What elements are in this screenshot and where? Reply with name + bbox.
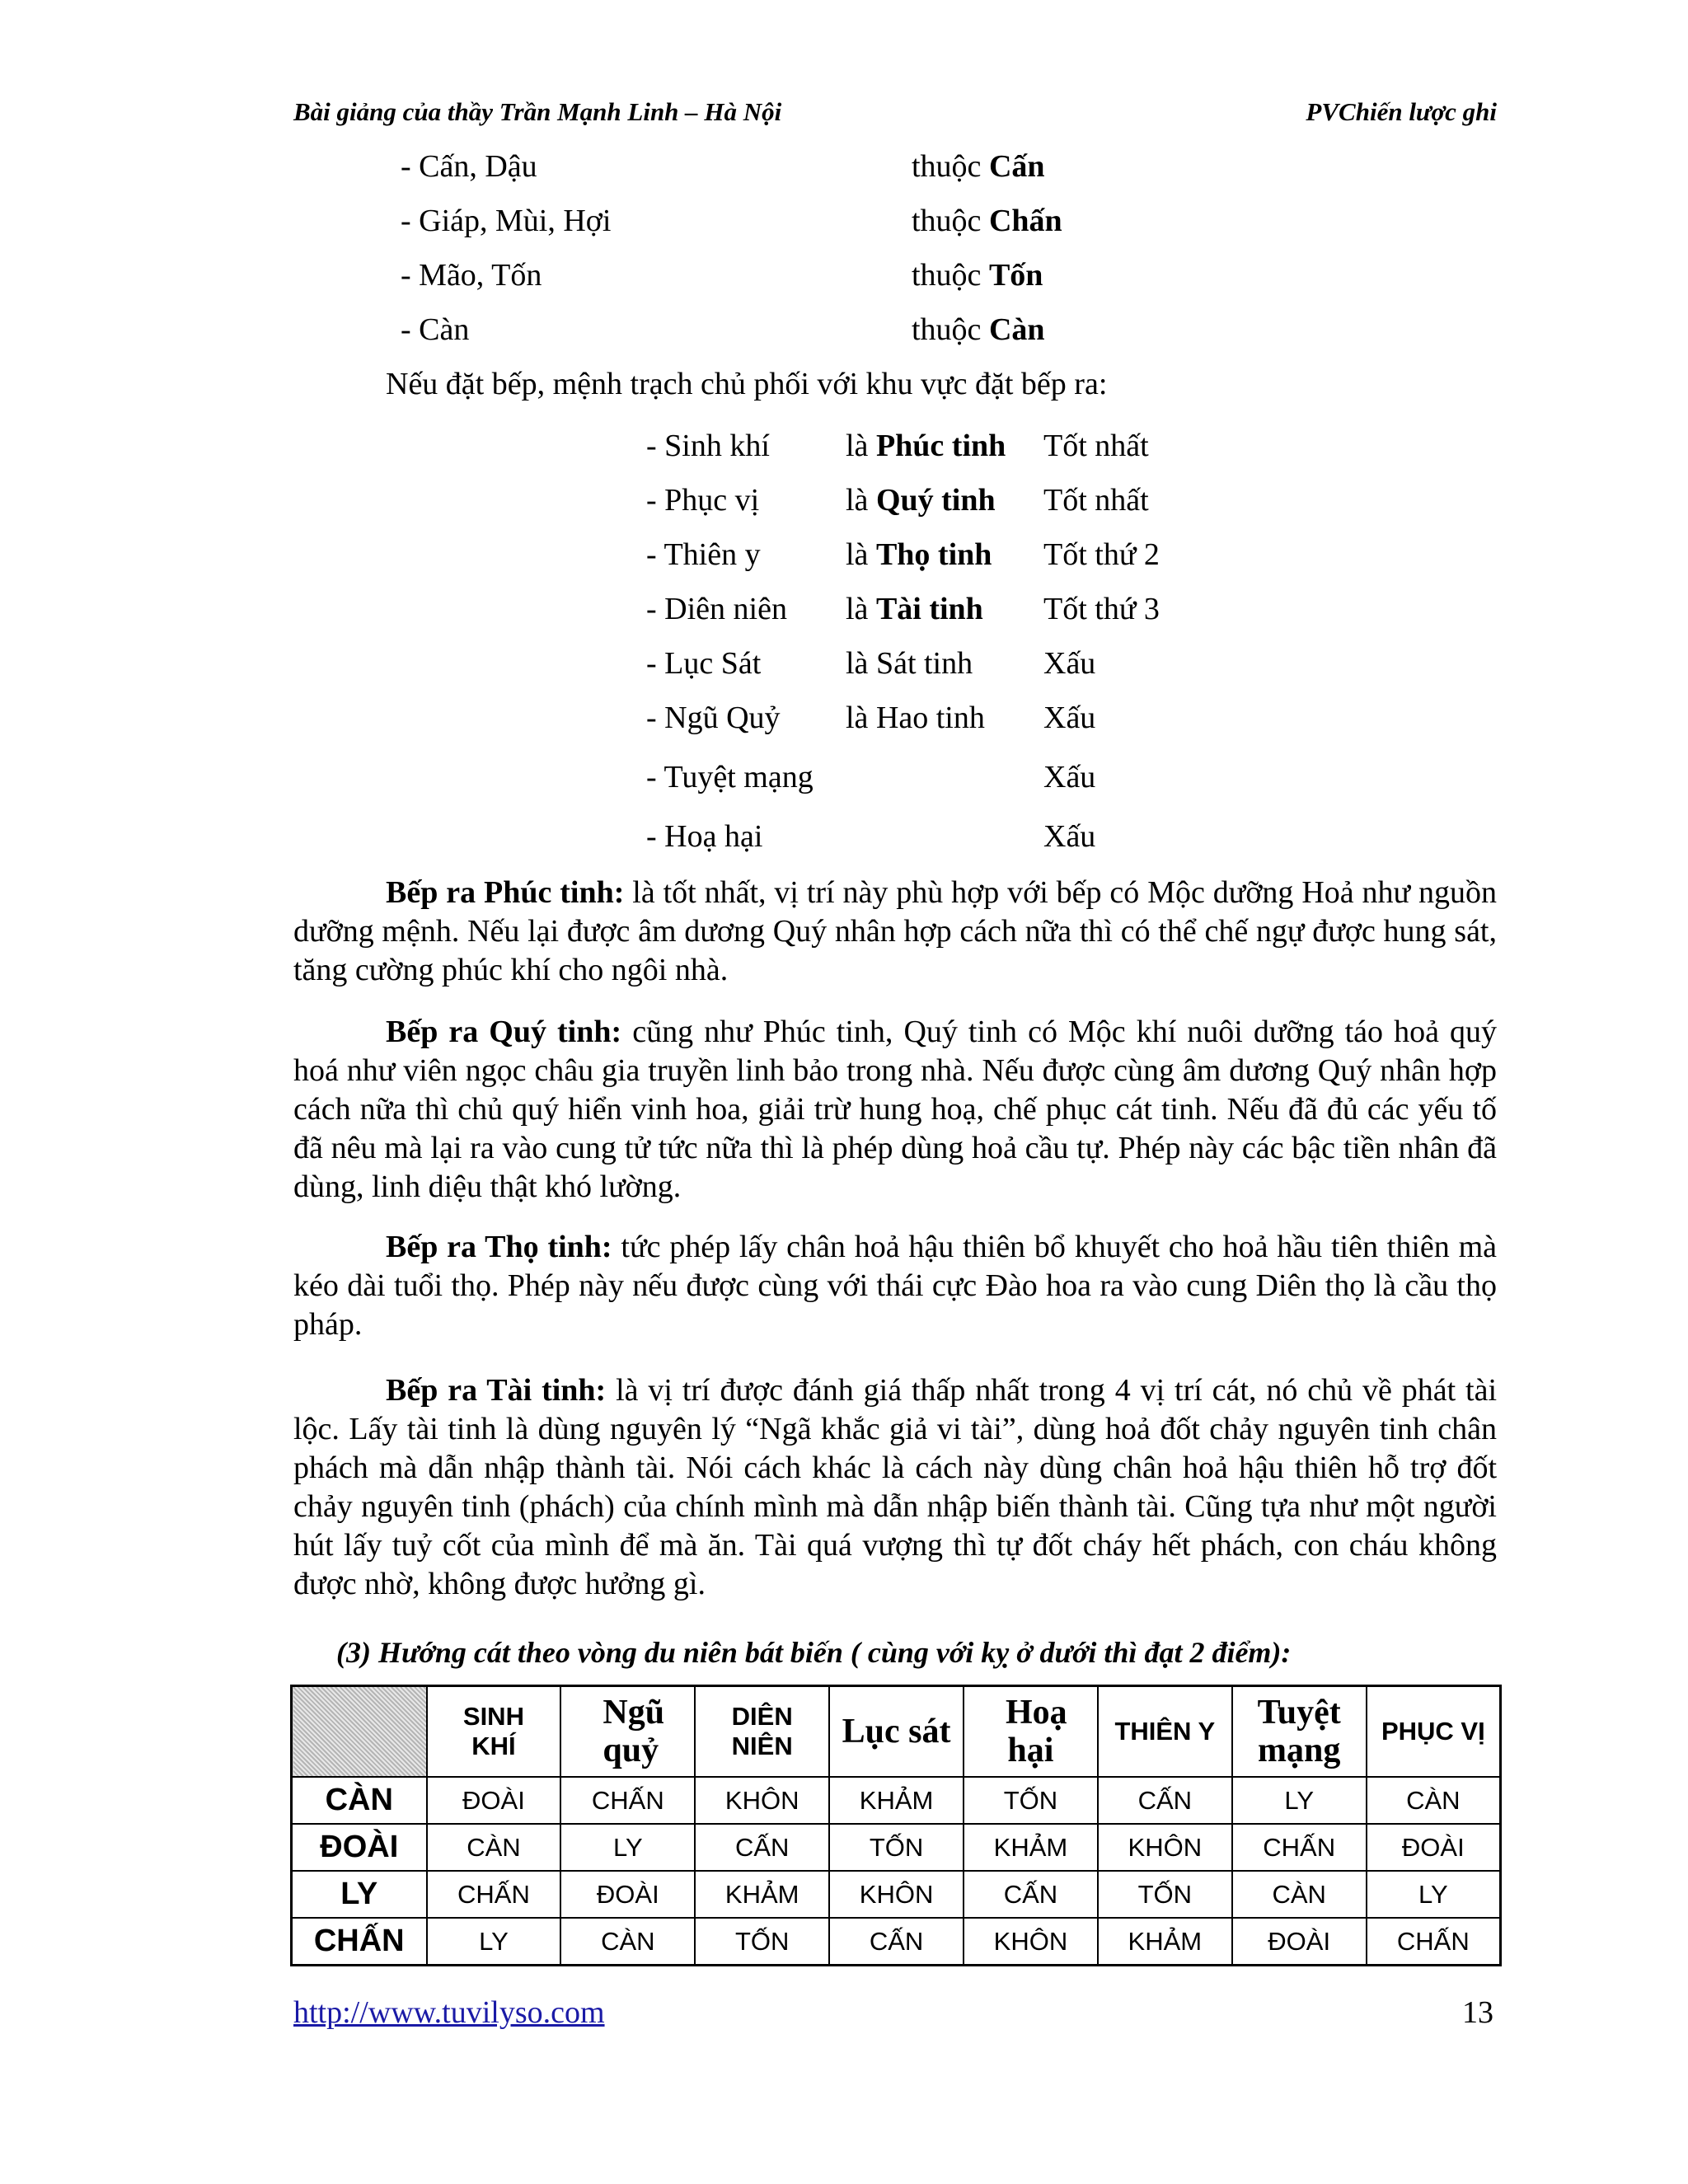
table-cell: ĐOÀI bbox=[427, 1777, 561, 1824]
trigram-item-right bbox=[912, 151, 1045, 182]
table-cell: TỐN bbox=[829, 1824, 964, 1871]
table-cell: KHẢM bbox=[695, 1871, 829, 1918]
header-left: Bài giảng của thầy Trần Mạnh Linh – Hà Nội bbox=[293, 97, 782, 126]
column-header: Ngũ quỷ bbox=[560, 1686, 695, 1778]
star-prefix: là bbox=[846, 483, 869, 518]
column-header: Hoạ hại bbox=[964, 1686, 1098, 1778]
table-cell: LY bbox=[1232, 1777, 1367, 1824]
trigram-prefix: thuộc bbox=[912, 312, 982, 347]
star-name: - Thiên y bbox=[646, 537, 761, 572]
star-type bbox=[846, 485, 996, 516]
trigram-value: Cấn bbox=[988, 149, 1045, 184]
table-cell: CẤN bbox=[964, 1871, 1098, 1918]
direction-table bbox=[290, 1685, 1502, 1966]
star-name: - Tuyệt mạng bbox=[646, 760, 814, 794]
section-title: (3) Hướng cát theo vòng du niên bát biến ( cùng với kỵ ở dưới thì đạt 2 điểm): bbox=[336, 1636, 1292, 1669]
star-rating: Tốt nhất bbox=[1043, 483, 1149, 518]
star-type bbox=[846, 593, 983, 625]
table-cell: CÀN bbox=[427, 1824, 561, 1871]
paragraph-tho-tinh bbox=[293, 1228, 1497, 1344]
table-cell: CHẤN bbox=[427, 1871, 561, 1918]
trigram-item-left: - Mão, Tốn bbox=[401, 258, 542, 293]
star-name: - Diên niên bbox=[646, 592, 787, 626]
paragraph-phuc-tinh bbox=[293, 874, 1497, 990]
trigram-item-left: - Giáp, Mùi, Hợi bbox=[401, 204, 612, 238]
table-cell: KHÔN bbox=[1098, 1824, 1232, 1871]
trigram-value: Tốn bbox=[988, 258, 1043, 293]
table-cell: LY bbox=[1367, 1871, 1501, 1918]
website-link[interactable]: http://www.tuvilyso.com bbox=[293, 1995, 605, 2030]
paragraph-lead: Bếp ra Tài tinh: bbox=[386, 1373, 607, 1408]
trigram-value: Chấn bbox=[988, 204, 1062, 238]
star-rating: Xấu bbox=[1043, 646, 1096, 681]
column-header: Lục sát bbox=[829, 1686, 964, 1778]
star-prefix: là bbox=[846, 701, 869, 735]
trigram-prefix: thuộc bbox=[912, 204, 982, 238]
column-header: THIÊN Y bbox=[1098, 1686, 1232, 1778]
table-cell: TỐN bbox=[695, 1918, 829, 1966]
table-row bbox=[292, 1824, 1501, 1871]
table-cell: CẤN bbox=[695, 1824, 829, 1871]
column-header: DIÊN NIÊN bbox=[695, 1686, 829, 1778]
star-name: - Lục Sát bbox=[646, 646, 762, 681]
paragraph-text: là vị trí được đánh giá thấp nhất trong 4 vị trí cát, nó chủ về phát tài lộc. Lấy tài tinh là dùng nguyên lý “Ngã khắc giả vi tài”, dùng hoả đốt chảy nguyên tinh chân phách mà dẫn nhập thành tài. Nói cách khác là cách này dùng chân hoả hậu thiên hỗ trợ đốt chảy nguyên tinh (phách) của chính mình mà dẫn nhập biến thành tài. Cũng tựa như một người hút lấy tuỷ cốt của mình để mà ăn. Tài quá vượng thì tự đốt cháy hết phách, con cháu không được nhờ, không được hưởng gì. bbox=[293, 1373, 1498, 1601]
table-cell: KHÔN bbox=[829, 1871, 964, 1918]
table-cell: CẤN bbox=[1098, 1777, 1232, 1824]
table-cell: ĐOÀI bbox=[1232, 1918, 1367, 1966]
intro-text: Nếu đặt bếp, mệnh trạch chủ phối với khu vực đặt bếp ra: bbox=[386, 367, 1108, 401]
table-cell: KHẢM bbox=[964, 1824, 1098, 1871]
paragraph-lead: Bếp ra Phúc tinh: bbox=[386, 875, 625, 910]
table-cell: LY bbox=[560, 1824, 695, 1871]
paragraph-lead: Bếp ra Thọ tinh: bbox=[386, 1230, 612, 1264]
row-header: ĐOÀI bbox=[292, 1824, 427, 1871]
star-type bbox=[846, 430, 1006, 462]
star-name: - Ngũ Quỷ bbox=[646, 701, 781, 735]
table-corner-cell bbox=[292, 1686, 427, 1778]
star-value: Tài tinh bbox=[875, 592, 983, 626]
star-rating: Xấu bbox=[1043, 760, 1096, 794]
star-value: Phúc tinh bbox=[875, 429, 1006, 463]
star-rating: Tốt thứ 3 bbox=[1043, 592, 1160, 626]
table-row bbox=[292, 1777, 1501, 1824]
row-header: LY bbox=[292, 1871, 427, 1918]
star-rating: Xấu bbox=[1043, 819, 1096, 854]
trigram-item-right bbox=[912, 314, 1045, 345]
paragraph-quy-tinh bbox=[293, 1013, 1497, 1207]
star-rating: Tốt thứ 2 bbox=[1043, 537, 1160, 572]
star-rating: Tốt nhất bbox=[1043, 429, 1149, 463]
header-right: PVChiến lược ghi bbox=[1306, 97, 1497, 126]
table-cell: CẤN bbox=[829, 1918, 964, 1966]
star-prefix: là bbox=[846, 537, 869, 572]
table-cell: KHẢM bbox=[1098, 1918, 1232, 1966]
paragraph-tai-tinh bbox=[293, 1371, 1497, 1604]
column-header: Tuyệt mạng bbox=[1232, 1686, 1367, 1778]
trigram-value: Càn bbox=[988, 312, 1045, 347]
star-name: - Hoạ hại bbox=[646, 819, 763, 854]
table-cell: KHẢM bbox=[829, 1777, 964, 1824]
star-rating: Xấu bbox=[1043, 701, 1096, 735]
column-header: SINH KHÍ bbox=[427, 1686, 561, 1778]
table-cell: CÀN bbox=[1367, 1777, 1501, 1824]
page-number: 13 bbox=[1462, 1995, 1493, 2030]
table-cell: KHÔN bbox=[964, 1918, 1098, 1966]
star-prefix: là bbox=[846, 646, 869, 681]
table-cell: TỐN bbox=[964, 1777, 1098, 1824]
row-header: CÀN bbox=[292, 1777, 427, 1824]
star-type bbox=[846, 539, 992, 570]
table-cell: CÀN bbox=[560, 1918, 695, 1966]
star-value: Quý tinh bbox=[875, 483, 996, 518]
table-row bbox=[292, 1918, 1501, 1966]
table-row bbox=[292, 1871, 1501, 1918]
table-cell: TỐN bbox=[1098, 1871, 1232, 1918]
table-cell: ĐOÀI bbox=[560, 1871, 695, 1918]
star-value: Thọ tinh bbox=[875, 537, 992, 572]
trigram-prefix: thuộc bbox=[912, 258, 982, 293]
star-type bbox=[846, 702, 985, 733]
star-value: Sát tinh bbox=[875, 646, 973, 681]
paragraph-text: là tốt nhất, vị trí này phù hợp với bếp có Mộc dưỡng Hoả như nguồn dưỡng mệnh. Nếu lại được âm dương Quý nhân hợp cách nữa thì có thể chế ngự được hung sát, tăng cường phúc khí cho ngôi nhà. bbox=[293, 875, 1497, 987]
page-header bbox=[293, 97, 1497, 127]
row-header: CHẤN bbox=[292, 1918, 427, 1966]
trigram-item-right bbox=[912, 260, 1043, 291]
table-cell: CHẤN bbox=[1367, 1918, 1501, 1966]
table-cell: KHÔN bbox=[695, 1777, 829, 1824]
table-cell: LY bbox=[427, 1918, 561, 1966]
paragraph-lead: Bếp ra Quý tinh: bbox=[386, 1015, 622, 1049]
trigram-item-left: - Càn bbox=[401, 312, 470, 347]
trigram-prefix: thuộc bbox=[912, 149, 982, 184]
star-type bbox=[846, 648, 973, 679]
column-header: PHỤC VỊ bbox=[1367, 1686, 1501, 1778]
table-cell: ĐOÀI bbox=[1367, 1824, 1501, 1871]
trigram-item-right bbox=[912, 205, 1062, 237]
table-cell: CÀN bbox=[1232, 1871, 1367, 1918]
star-prefix: là bbox=[846, 429, 869, 463]
star-name: - Phục vị bbox=[646, 483, 760, 518]
trigram-item-left: - Cấn, Dậu bbox=[401, 149, 537, 184]
paragraph-text: cũng như Phúc tinh, Quý tinh có Mộc khí nuôi dưỡng táo hoả quý hoá như viên ngọc châu gia truyền linh bảo trong nhà. Nếu được cùng âm dương Quý nhân hợp cách nữa thì chủ quý hiển vinh hoa, giải trừ hung hoạ, chế phục cát tinh. Nếu đã đủ các yếu tố đã nêu mà lại ra vào cung tử tức nữa thì là phép dùng hoả cầu tự. Phép này các bậc tiền nhân đã dùng, linh diệu thật khó lường. bbox=[293, 1015, 1497, 1204]
paragraph-text: tức phép lấy chân hoả hậu thiên bổ khuyết cho hoả hầu tiên thiên mà kéo dài tuổi thọ. Phép này nếu được cùng với thái cực Đào hoa ra vào cung Diên thọ là cầu thọ pháp. bbox=[293, 1230, 1497, 1342]
table-cell: CHẤN bbox=[1232, 1824, 1367, 1871]
star-value: Hao tinh bbox=[875, 701, 985, 735]
table-cell: CHẤN bbox=[560, 1777, 695, 1824]
star-name: - Sinh khí bbox=[646, 429, 770, 463]
table-header-row bbox=[292, 1686, 1501, 1778]
star-prefix: là bbox=[846, 592, 869, 626]
